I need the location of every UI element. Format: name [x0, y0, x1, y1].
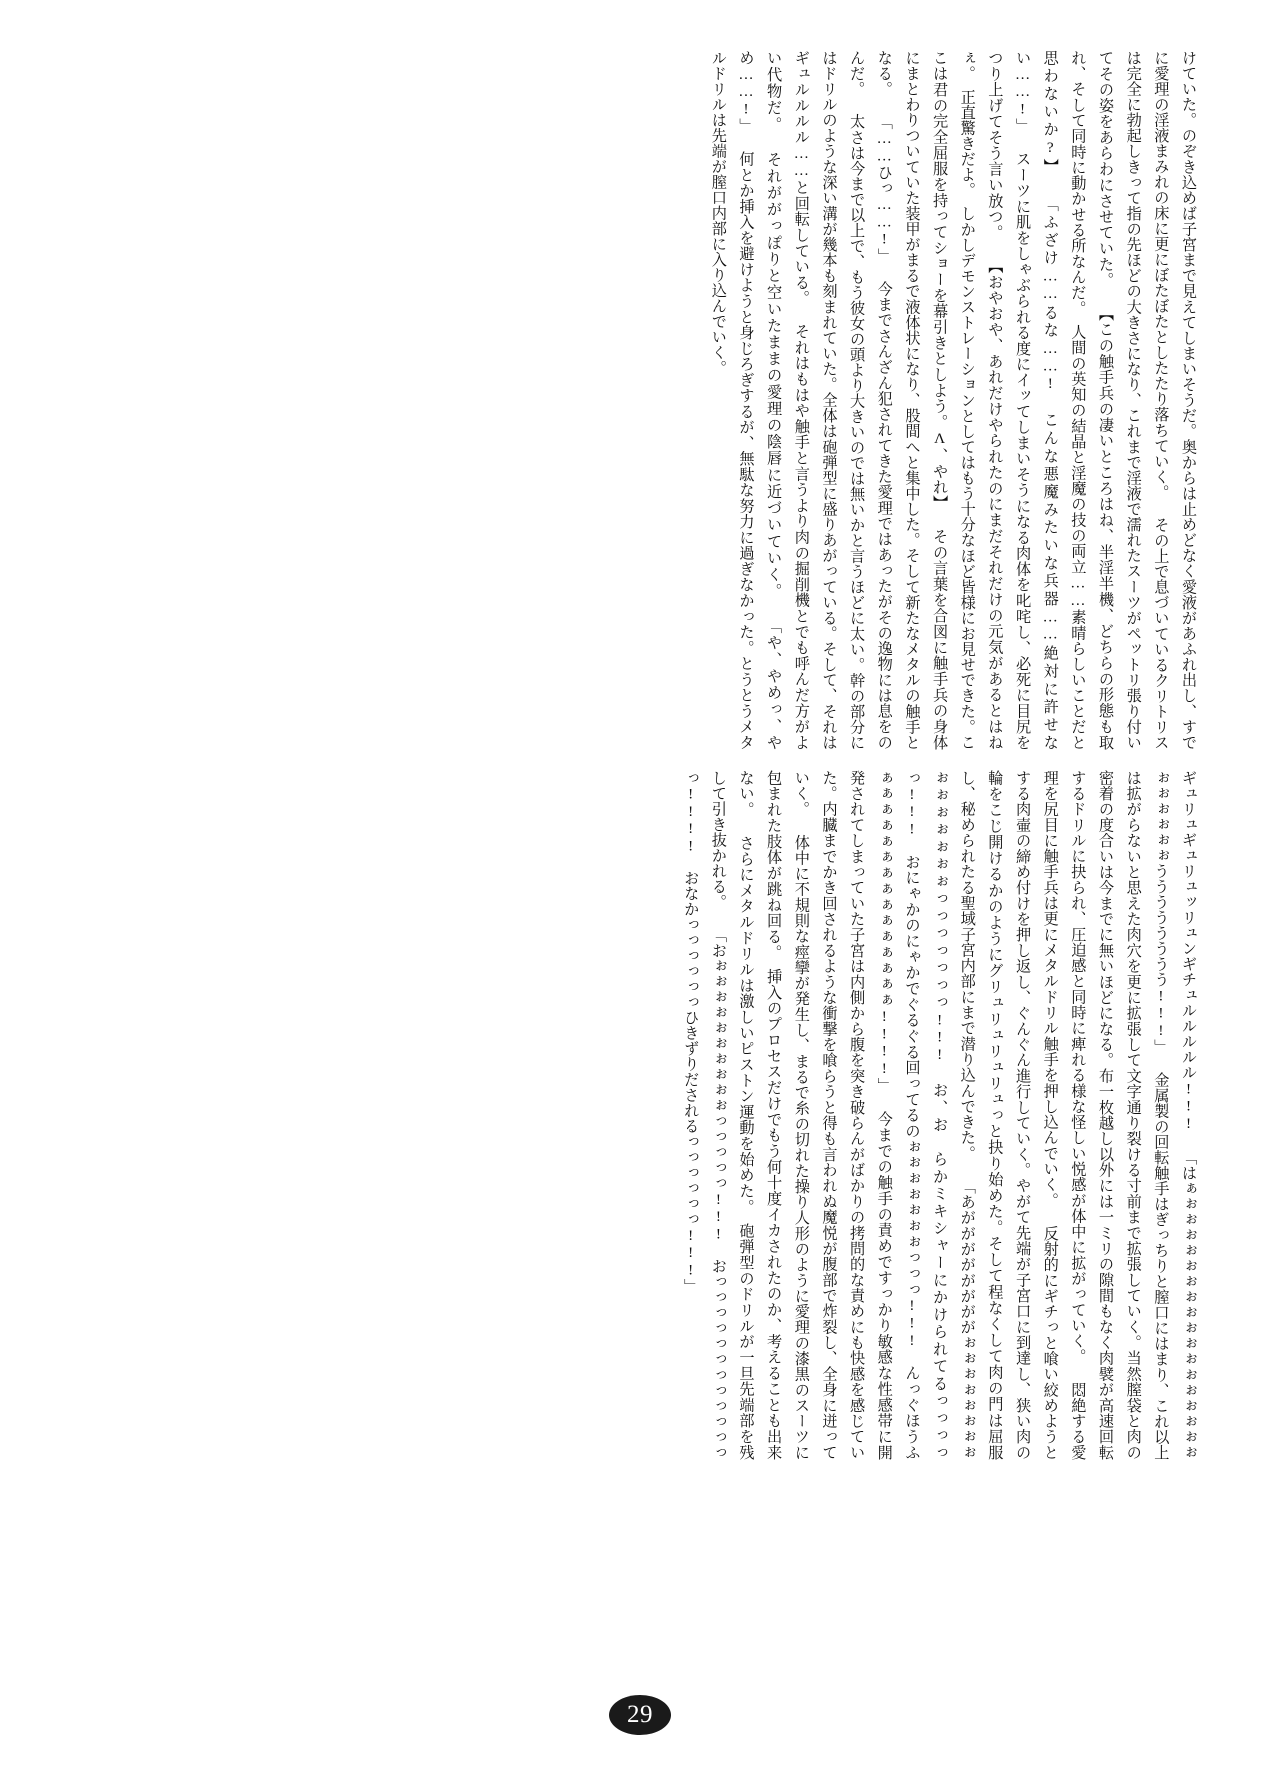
- page-number-badge: 29: [609, 1695, 671, 1735]
- body-text-lower: ギュリュギュリュッリュンギチュルルルルル!!! 「はぁぉぉぉぉぉぉぉぉぉぉぉぉぉぉぉぉぉぉぉぉぉぉぉうううううううう!!!」 金属製の回転触手はぎっちりと膣口にはまり、これ以上は拡がらないと思えた肉穴を更に拡張して文字通り裂ける寸前まで拡張していく。当然膣袋と肉の密着の度合いは今までに無いほどになる。布一枚越し以外には一ミリの隙間もなく肉襞が高速回転するドリルに抉られ、圧迫感と同時に痺れる様な怪しい悦感が体中に拡がっていく。 悶絶する愛理を尻目に触手兵は更にメタルドリル触手を押し込んでいく。 反射的にギチっと喰い絞めようとする肉壷の締め付けを押し返し、ぐんぐん進行していく。やがて先端が子宮口に到達し、狭い肉の輪をこじ開けるかのようにグリュリュリュリュっと抉り始めた。そして程なくして肉の門は屈服し、秘められたる聖域子宮内部にまで潜り込んできた。 「あががががががががぉぉぉぉぉぉぉぉぉぉぉぉぉぉぉっっっっっっっ!!! お、お らかミキシャーにかけられてるっっっっっ!!! おにゃかのにゃかでぐるぐる回ってるのぉぉぉぉぉぉぉっっっ!!! んっぐほうふぁぁぁぁぁぁぁぁぁぁぁぁぁぁぁ!!!!」 今までの触手の責めですっかり敏感な性感帯に開発されてしまっていた子宮は内側から腹を突き破らんがばかりの拷問的な責めにも快感を感じていた。内臓までかき回されるような衝撃を喰らうと得も言われぬ魔悦が腹部で炸裂し、全身に迸っていく。 体中に不規則な痙攣が発生し、まるで糸の切れた操り人形のように愛理の漆黒のスーツに包まれた肢体が跳ね回る。 挿入のプロセスだけでもう何十度イカされたのか、考えることも出来ない。 さらにメタルドリルは激しいピストン運動を始めた。 砲弾型のドリルが一旦先端部を残して引き抜かれる。 「おぉぉぉぉぉぉぉぉぉぉっっっっっ!!! おっっっっっっっっっっっっっ!!!! おなかっっっっっっひきずりだされるっっっっっっ!!!」: [682, 770, 1197, 1460]
- body-text-upper: けていた。のぞき込めば子宮まで見えてしまいそうだ。奥からは止めどなく愛液があふれ出し、すでに愛理の淫液まみれの床に更にぼたぼたとしたたり落ちていく。 その上で息づいているクリトリスは完全に勃起しきって指の先ほどの大きさになり、これまで淫液で濡れたスーツがペットリ張り付いてその姿をあらわにさせていた。 【この触手兵の凄いところはね、半淫半機、どちらの形態も取れ、そして同時に動かせる所なんだ。 人間の英知の結晶と淫魔の技の両立……素晴らしいことだと思わないか?】 「ふざけ……るな……! こんな悪魔みたいな兵器……絶対に許せない……!」 スーツに肌をしゃぶられる度にイッてしまいそうになる肉体を叱咤し、必死に目尻をつり上げてそう言い放つ。 【おやおや、あれだけやられたのにまだそれだけの元気があるとはねぇ。 正直驚きだよ。 しかしデモンストレーションとしてはもう十分なほど皆様にお見せできた。ここは君の完全屈服を持ってショーを幕引きとしよう。Λ、やれ】 その言葉を合図に触手兵の身体にまとわりついていた装甲がまるで液体状になり、股間へと集中した。そして新たなメタルの触手となる。 「……ひっ……!」 今までさんざん犯されてきた愛理ではあったがその逸物には息をのんだ。 太さは今まで以上で、もう彼女の頭より大きいのでは無いかと言うほどに太い。幹の部分にはドリルのような深い溝が幾本も刻まれていた。全体は砲弾型に盛りあがっている。そして、それはギュルルルル……と回転している。 それはもはや触手と言うより肉の掘削機とでも呼んだ方がよい代物だ。 それががっぽりと空いたままの愛理の陰唇に近づいていく。 「や、やめっ、やめ……!」 何とか挿入を避けようと身じろぎするが、無駄な努力に過ぎなかった。とうとうメタルドリルは先端が膣口内部に入り込んでいく。: [709, 50, 1197, 750]
